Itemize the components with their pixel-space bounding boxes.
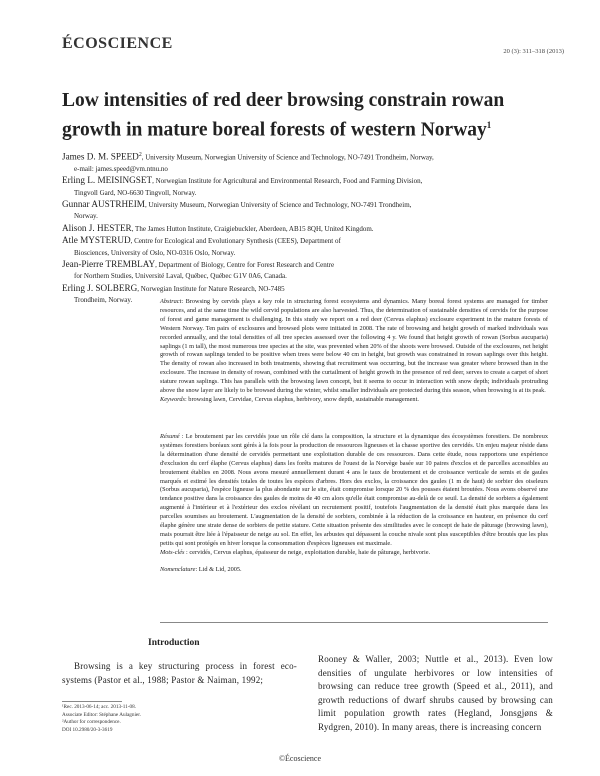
author-entry	[62, 175, 542, 199]
author-affiliation: , Norwegian Institute for Nature Research, NO-7485	[137, 284, 285, 293]
mots-cles-text: : cervidés, Cervus elaphus, épaisseur de neige, exploitation durable, haie de pâturage, herbivorie.	[184, 548, 431, 556]
author-name: Erling J. SOLBERG	[62, 282, 138, 293]
resume	[160, 433, 548, 575]
resume-paragraph	[160, 433, 548, 549]
author-entry	[62, 150, 542, 175]
author-affiliation-cont: Biosciences, University of Oslo, NO-0316 Oslo, Norway.	[74, 248, 236, 257]
author-entry	[62, 235, 542, 259]
footnote-doi: DOI 10.2980/20-3-3619	[62, 726, 113, 733]
author-name: Erling L. MEISINGSET	[62, 175, 153, 186]
author-name: Gunnar AUSTRHEIM	[62, 198, 145, 209]
nomenclature-label: Nomenclature	[160, 565, 196, 573]
author-affiliation-cont: Trondheim, Norway.	[74, 296, 133, 305]
intro-column-right	[318, 653, 553, 735]
author-affiliation-cont: for Northern Studies, Université Laval, Québec, Québec G1V 0A6, Canada.	[74, 272, 287, 281]
author-email: e-mail: james.speed@vm.ntnu.no	[74, 164, 168, 173]
author-affiliation: , Department of Biology, Centre for Forest Research and Centre	[155, 260, 335, 269]
author-name: Jean-Pierre TREMBLAY	[62, 258, 156, 269]
introduction-heading: Introduction	[148, 638, 200, 648]
abstract	[160, 298, 548, 405]
author-entry	[62, 223, 542, 235]
keywords-label: Keywords	[160, 395, 185, 403]
keywords	[160, 396, 548, 405]
author-entry	[62, 199, 542, 223]
resume-label: Résumé	[160, 433, 180, 440]
page-footer: ©Écoscience	[278, 754, 322, 763]
author-affiliation-cont: Tingvoll Gard, NO-6630 Tingvoll, Norway.	[74, 188, 197, 197]
keywords-text: : browsing lawn, Cervidae, Cervus elaphus, herbivory, snow depth, sustainable management.	[184, 395, 419, 403]
intro-paragraph: Browsing is a key structuring process in forest eco-systems (Pastor et al., 1988; Pastor & Naiman, 1992;	[62, 661, 297, 685]
author-name: Atle MYSTERUD	[62, 235, 131, 246]
footnote-correspondence: ²Author for correspondence.	[62, 719, 121, 726]
author-footnote-mark: 2	[138, 152, 142, 158]
article-title	[62, 88, 542, 143]
journal-logo	[62, 35, 173, 53]
footnote-rule	[62, 701, 122, 702]
section-divider	[160, 622, 548, 623]
abstract-paragraph	[160, 298, 548, 396]
title-footnote-mark: 1	[486, 120, 492, 130]
abstract-label: Abstract	[160, 298, 182, 305]
author-affiliation: , Centre for Ecological and Evolutionary Synthesis (CEES), Department of	[130, 237, 341, 246]
nomenclature	[160, 566, 548, 575]
author-entry	[62, 259, 542, 283]
journal-name: ÉCOSCIENCE	[62, 35, 173, 52]
author-name: James D. M. SPEED	[62, 151, 139, 162]
intro-paragraph: Rooney & Waller, 2003; Nuttle et al., 2013). Even low densities of ungulate herbivores or low intensities of browsing can reduce tree growth (Speed et al., 2011), and growth reductions of dwarf shrubs caused by browsing can limit population growth rates (Hegland, Jonsgjøns & Rydgren, 2010). In many areas, there is increasing concern	[318, 654, 553, 732]
author-affiliation-cont: Norway.	[74, 212, 98, 221]
resume-text: : Le broutement par les cervidés joue un rôle clé dans la composition, la structure et la dynamique des écosystèmes forestiers. De nombreux systèmes forestiers boréaux sont gérés à la fois pour la production de ressources ligneuses et la chasse sportive des cervidés. Un enjeu majeur réside dans la détermination d'une densité de cervidés permettant une exploitation durable de ces ressources. Dans cette étude, nous rapportons une expérience d'exclusion du cerf élaphe (Cervus elaphus) dans les forêts matures de l'ouest de la Norvège basée sur 10 paires d'exclos et de parcelles accessibles au broutement établies en 2008. Nous avons mesuré annuellement durant 4 ans le taux de broutement et de croissance verticale de semis et de gaules marqués et estimé les densités totales de toutes les espèces d'arbres. Hors des exclos, la croissance des gaules (1 m de haut) de sorbier des oiseleurs (Sorbus aucuparia), l'espèce ligneuse la plus abondante sur le site, était compromise lorsque 20 % des pousses étaient broutées. Nous avons observé une tendance positive dans la croissance des gaules de moins de 40 cm alors qu'elle était compromise au-delà de ce seuil. La densité de sorbiers a également augmenté à l'intérieur et à l'extérieur des exclos révélant un recrutement positif, toutefois l'augmentation de la densité était plus marquée dans les parcelles soumises au broutement. L'augmentation de la densité de sorbiers, combinée à la réduction de la croissance en hauteur, en présence du cerf élaphe génère une strate dense de sorbiers de petite stature. Cette situation présente des similitudes avec le concept de haie de pâturage (browsing lawn), mais pourrait être liée à l'épaisseur de neige au sol. En effet, les arbustes qui dépassent la couche nivale sont plus susceptibles d'être broutés que les plus petits qui sont protégés en hiver lorsque la consommation d'espèces ligneuses est maximale.	[160, 433, 548, 547]
issue-info: 20 (3): 311–318 (2013)	[503, 48, 564, 55]
mots-cles	[160, 549, 548, 558]
footnotes	[62, 704, 292, 734]
author-affiliation: , Norwegian Institute for Agricultural and Environmental Research, Food and Farming Division,	[152, 177, 423, 186]
author-affiliation: , University Museum, Norwegian University of Science and Technology, NO-7491 Trondheim, Norway,	[141, 153, 434, 162]
intro-column-left	[62, 660, 297, 687]
abstract-text: : Browsing by cervids plays a key role in structuring forest ecosystems and dynamics. Many boreal forest systems are managed for timber resources, and at the same time the wild cervid populations are also harvested. Thus, the determination of sustainable densities of cervids for the purpose of forest and game management is challenging. In this study we report on a red deer (Cervus elaphus) exclosure experiment in the mature forests of Western Norway. Ten pairs of exclosures and browsed plots were initiated in 2008. The rate of browsing and height growth of marked individuals was recorded annually, and the total densities of all tree species assessed over the following 4 y. We found that height growth of rowan (Sorbus aucuparia) saplings (1 m tall), the most numerous tree species at the site, was prevented when 20% of the shoots were browsed. Outside of the exclosures, net height growth of rowan saplings tended to be positive when trees were below 40 cm in height, but growth was constrained in rowan saplings over this height. The density of rowan also increased in both treatments, showing that recruitment was occurring, but the increase was greater where browsed than in the exclosure. The increase in density of rowan, combined with the curtailment of height growth in the presence of red deer, serves to create a carpet of short stature rowan saplings. This has parallels with the browsing lawn concept, but it seems to occur in interaction with snow depth; individuals protruding above the snow layer are likely to be browsed during the winter, whilst smaller individuals are protected during this season, when browsing is at its peak.	[160, 298, 548, 395]
author-affiliation: , The James Hutton Institute, Craigiebuckler, Aberdeen, AB15 8QH, United Kingdom.	[131, 224, 374, 233]
footnote-received: ¹Rec. 2013-06-14; acc. 2013-11-08.	[62, 704, 136, 710]
mots-cles-label: Mots-clés	[160, 548, 185, 556]
author-list	[62, 150, 542, 307]
footnote-editor: Associate Editor: Stéphane Aulagnier.	[62, 711, 141, 718]
title-text: Low intensities of red deer browsing constrain rowan growth in mature boreal forests of western Norway	[62, 90, 505, 141]
author-affiliation: , University Museum, Norwegian University of Science and Technology, NO-7491 Trondheim,	[144, 200, 412, 209]
author-name: Alison J. HESTER	[62, 222, 132, 233]
nomenclature-text: : Lid & Lid, 2005.	[195, 565, 242, 573]
